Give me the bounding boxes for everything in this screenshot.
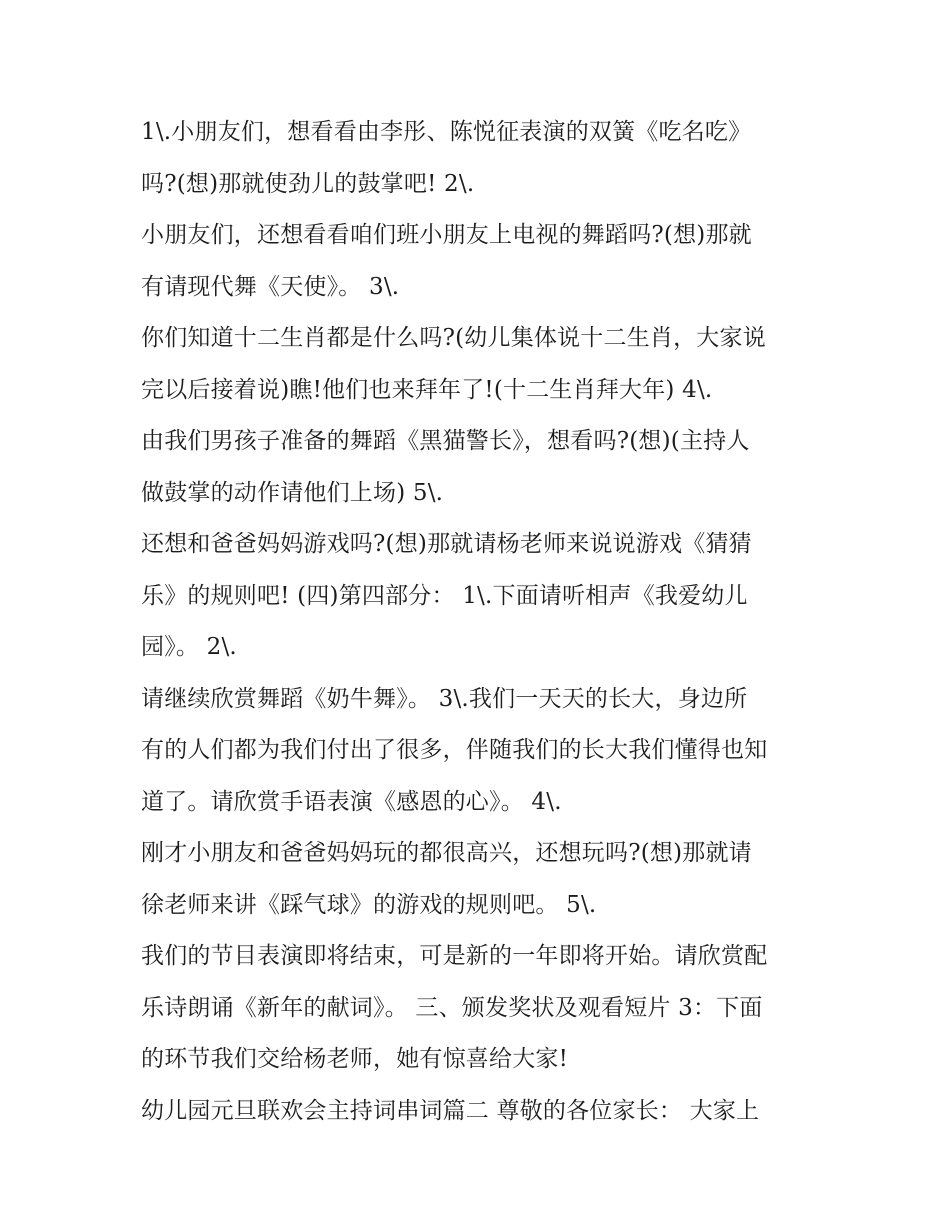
- text-line: 乐》的规则吧! (四)第四部分： 1\.下面请听相声《我爱幼儿: [141, 582, 748, 609]
- text-line: 园》。 2\.: [141, 634, 237, 660]
- text-line: 有请现代舞《天使》。 3\.: [141, 273, 400, 300]
- text-line: 做鼓掌的动作请他们上场) 5\.: [141, 479, 444, 506]
- text-line: 的环节我们交给杨老师，她有惊喜给大家!: [141, 1046, 569, 1072]
- text-line: 徐老师来讲《踩气球》的游戏的规则吧。 5\.: [141, 891, 597, 918]
- text-line: 请继续欣赏舞蹈《奶牛舞》。 3\.我们一天天的长大，身边所: [141, 685, 748, 712]
- body-text: [141, 107, 831, 1137]
- text-line: 还想和爸爸妈妈游戏吗?(想)那就请杨老师来说说游戏《猜猜: [141, 531, 752, 557]
- text-line: 小朋友们，还想看看咱们班小朋友上电视的舞蹈吗?(想)那就: [141, 222, 752, 248]
- text-line: 1\.小朋友们，想看看由李彤、陈悦征表演的双簧《吃名吃》: [141, 119, 752, 145]
- text-line: 完以后接着说)瞧!他们也来拜年了!(十二生肖拜大年) 4\.: [141, 376, 713, 403]
- text-line: 你们知道十二生肖都是什么吗?(幼儿集体说十二生肖，大家说: [141, 325, 766, 351]
- text-line: 我们的节目表演即将结束，可是新的一年即将开始。请欣赏配: [141, 943, 768, 969]
- text-line: 由我们男孩子准备的舞蹈《黑猫警长》，想看吗?(想)(主持人: [141, 428, 750, 454]
- text-line: 幼儿园元旦联欢会主持词串词篇二 尊敬的各位家长： 大家上: [141, 1097, 760, 1124]
- text-line: 有的人们都为我们付出了很多，伴随我们的长大我们懂得也知: [141, 737, 768, 763]
- text-line: 刚才小朋友和爸爸妈妈玩的都很高兴，还想玩吗?(想)那就请: [141, 840, 752, 866]
- text-line: 道了。请欣赏手语表演《感恩的心》。 4\.: [141, 788, 562, 815]
- text-line: 乐诗朗诵《新年的献词》。 三、颁发奖状及观看短片 3：下面: [141, 994, 763, 1021]
- text-line: 吗?(想)那就使劲儿的鼓掌吧! 2\.: [141, 170, 475, 197]
